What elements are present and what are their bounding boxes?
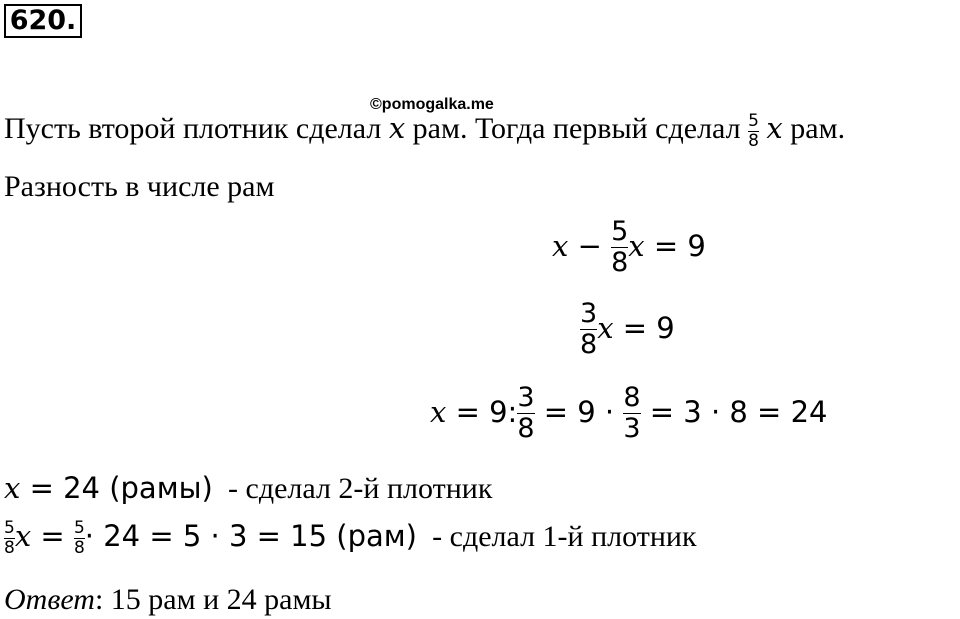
fraction-3-8: [580, 300, 597, 360]
fraction-denominator: 8: [73, 537, 85, 558]
variable-x: x: [766, 111, 783, 145]
variable-x: x: [4, 471, 21, 505]
result-1-equation: = 24 (рамы): [29, 471, 213, 505]
fraction-numerator: 8: [623, 382, 641, 413]
variable-x: x: [14, 519, 32, 553]
fraction-denominator: 8: [4, 537, 15, 558]
problem-number: 620.: [4, 4, 82, 38]
answer-text: : 15 рам и 24 рамы: [94, 583, 332, 616]
result-1-text: - сделал 2-й плотник: [228, 472, 493, 505]
statement-line-2: Разность в числе рам: [4, 170, 275, 203]
fraction-denominator: 8: [611, 247, 629, 279]
result-2-equation: · 24 = 5 · 3 = 15 (рам): [84, 519, 417, 553]
fraction-denominator: 8: [748, 130, 759, 151]
variable-x: x: [597, 310, 614, 345]
answer-label: Ответ: [4, 583, 95, 616]
equation-rhs: = 9: [653, 228, 706, 263]
fraction-numerator: 3: [580, 298, 598, 329]
minus-sign: −: [577, 228, 602, 263]
variable-x: x: [388, 111, 406, 145]
fraction-numerator: 3: [517, 382, 535, 413]
equation-part-b: = 9 ·: [543, 394, 615, 429]
result-2-text: - сделал 1-й плотник: [432, 520, 697, 553]
equation-3: [430, 384, 827, 444]
fraction-denominator: 8: [580, 329, 598, 361]
equation-part-a: = 9:: [455, 394, 518, 429]
answer-line: [4, 582, 332, 618]
fraction-numerator: 5: [611, 216, 629, 247]
fraction-5-8: [611, 218, 628, 278]
statement-text-2: рам. Тогда первый сделал: [412, 112, 741, 145]
fraction-8-3: [623, 384, 640, 444]
watermark-text: ©pomogalka.me: [370, 96, 494, 113]
equation-1: [552, 218, 706, 278]
fraction-3-8: [517, 384, 534, 444]
result-line-1: [4, 470, 492, 507]
equation-part-c: = 3 · 8 = 24: [649, 394, 828, 429]
fraction-numerator: 5: [748, 110, 759, 131]
fraction-numerator: 5: [73, 517, 85, 538]
statement-text-3: рам.: [790, 112, 846, 145]
result-line-2: [4, 518, 697, 557]
variable-x: x: [552, 228, 569, 263]
fraction-5-8: [73, 517, 85, 558]
fraction-denominator: 8: [517, 413, 535, 445]
statement-text-1: Пусть второй плотник сделал: [4, 112, 382, 145]
statement-line-1: [4, 110, 845, 150]
variable-x: x: [628, 228, 645, 263]
fraction-denominator: 3: [623, 413, 641, 445]
fraction-5-8: [748, 110, 759, 151]
fraction-5-8: [4, 517, 15, 558]
equation-rhs: = 9: [622, 310, 675, 345]
equals-sign: =: [40, 519, 65, 553]
equation-2: [580, 300, 675, 360]
variable-x: x: [430, 394, 447, 429]
fraction-numerator: 5: [4, 517, 15, 538]
